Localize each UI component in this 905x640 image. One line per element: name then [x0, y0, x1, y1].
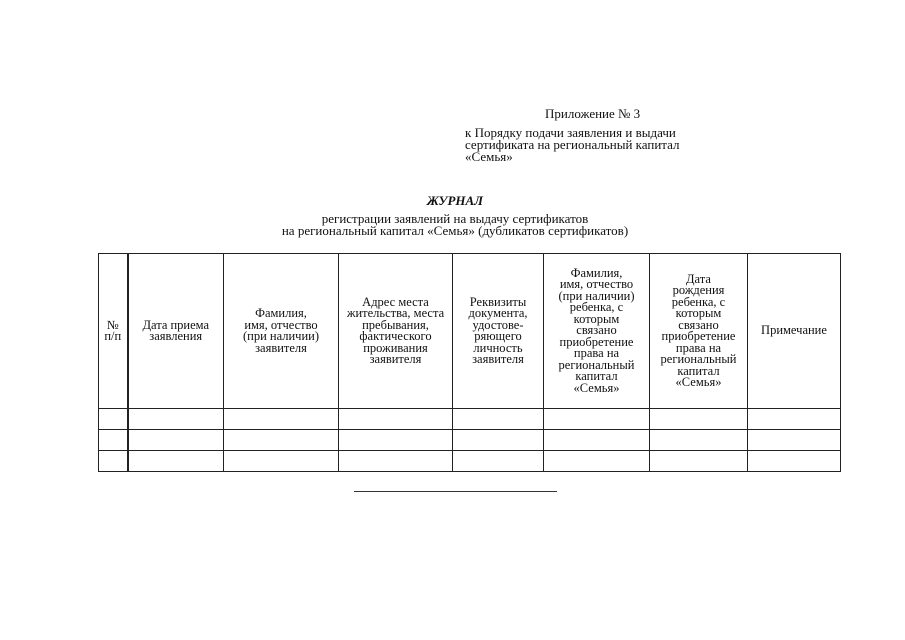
table-cell: [224, 430, 339, 451]
appendix-note-line: «Семья»: [465, 149, 513, 164]
appendix-note-line: сертификата на региональный капитал: [465, 137, 680, 152]
table-cell: [339, 430, 453, 451]
table-cell: [128, 430, 224, 451]
table-cell: [99, 409, 128, 430]
table-cell: [544, 430, 650, 451]
column-header-application-date: Дата приема заявления: [128, 254, 224, 409]
table-row: [99, 451, 841, 472]
journal-table: [98, 253, 841, 472]
table-cell: [339, 451, 453, 472]
table-cell: [453, 451, 544, 472]
column-header-applicant-name: Фамилия, имя, отчество (при наличии) заявителя: [224, 254, 339, 409]
column-header-child-name: Фамилия, имя, отчество (при наличии) ребенка, с которым связано приобретение права на региональный капитал «Семья»: [544, 254, 650, 409]
column-header-note: Примечание: [748, 254, 841, 409]
table-cell: [99, 451, 128, 472]
table-cell: [544, 451, 650, 472]
table-cell: [128, 409, 224, 430]
journal-subtitle: [0, 213, 905, 237]
journal-title: ЖУРНАЛ: [426, 193, 484, 208]
table-cell: [339, 409, 453, 430]
table-cell: [650, 451, 748, 472]
table-cell: [650, 430, 748, 451]
column-header-number: № п/п: [99, 254, 128, 409]
appendix-note: [465, 127, 680, 163]
table-row: [99, 409, 841, 430]
table-row: [99, 430, 841, 451]
appendix-title: Приложение № 3: [545, 106, 641, 121]
table-cell: [224, 409, 339, 430]
column-header-id-document: Реквизиты документа, удостове- ряющего личность заявителя: [453, 254, 544, 409]
table-cell: [748, 430, 841, 451]
journal-subtitle-line: регистрации заявлений на выдачу сертификатов: [321, 211, 589, 226]
table-cell: [224, 451, 339, 472]
column-header-child-birth-date: Дата рождения ребенка, с которым связано приобретение права на региональный капитал «Семья»: [650, 254, 748, 409]
journal-subtitle-line: на региональный капитал «Семья» (дубликатов сертификатов): [281, 223, 629, 238]
table-cell: [748, 451, 841, 472]
closing-rule: [354, 491, 557, 492]
table-cell: [99, 430, 128, 451]
table-cell: [453, 430, 544, 451]
table-cell: [650, 409, 748, 430]
appendix-note-line: к Порядку подачи заявления и выдачи: [465, 125, 676, 140]
table-cell: [453, 409, 544, 430]
table-cell: [748, 409, 841, 430]
column-header-address: Адрес места жительства, места пребывания, фактического проживания заявителя: [339, 254, 453, 409]
table-cell: [128, 451, 224, 472]
table-cell: [544, 409, 650, 430]
table-header-row: [99, 254, 841, 409]
